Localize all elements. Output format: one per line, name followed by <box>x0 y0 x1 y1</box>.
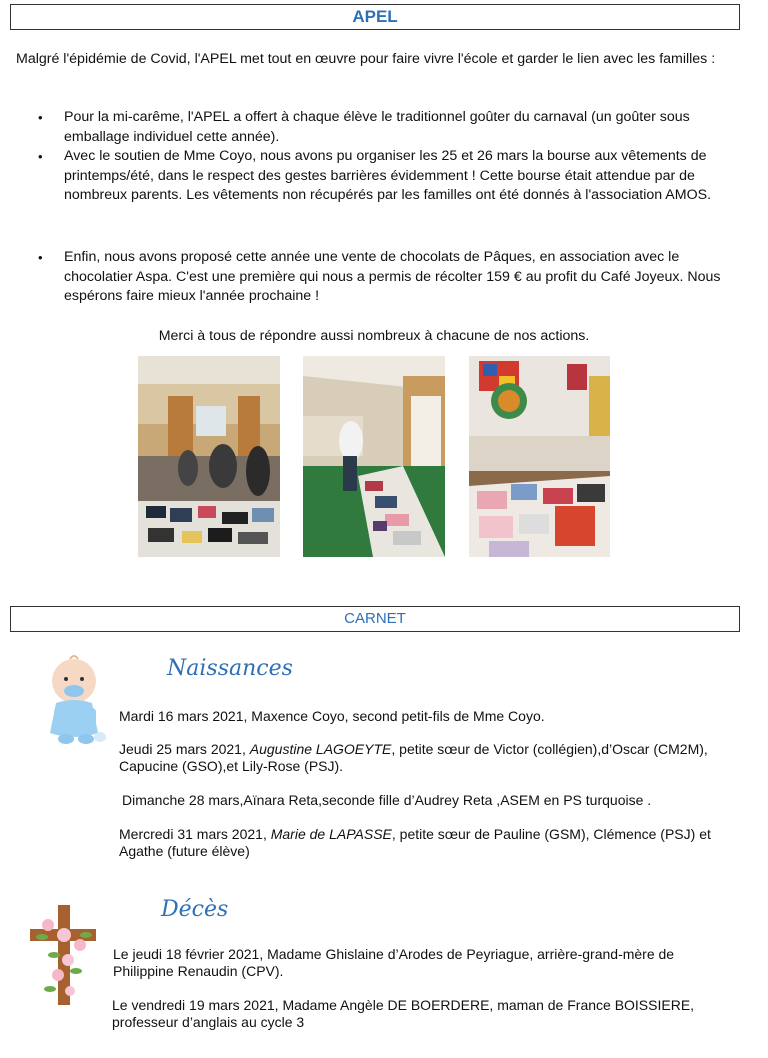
apel-bullet-list-2 <box>38 248 738 307</box>
apel-header <box>10 4 740 30</box>
photo-bourse-hall <box>138 356 280 557</box>
entry-text: Mardi 16 mars 2021, Maxence Coyo, second petit-fils de Mme Coyo. <box>119 708 545 724</box>
naissance-entry <box>119 826 739 860</box>
carnet-header <box>10 606 740 632</box>
photo-bourse-room <box>469 356 610 557</box>
entry-name: Marie de LAPASSE <box>270 826 392 842</box>
deces-title: Décès <box>161 897 229 922</box>
bullet-chocolats: • Enfin, nous avons proposé cette année une vente de chocolats de Pâques, en association avec le chocolatier Aspa. C'est une première qui nous a permis de récolter 159 € au profit du Café Joyeux. Nous espérons faire mieux l'année prochaine ! <box>38 248 738 307</box>
entry-name: Augustine LAGOEYTE <box>249 741 392 757</box>
carnet-title: CARNET <box>344 610 406 627</box>
entry-text: , petite sœur de Pauline (GSM), Clémence (PSJ) et Agathe (future élève) <box>119 826 711 859</box>
deces-entry: Le jeudi 18 février 2021, Madame Ghislaine d’Arodes de Peyriague, arrière-grand-mère de Philippine Renaudin (CPV). <box>113 946 675 979</box>
entry-text: , petite sœur de Victor (collégien),d’Oscar (CM2M), Capucine (GSO),et Lily-Rose (PSJ). <box>119 741 708 774</box>
cross-with-flowers-illustration <box>28 905 98 1005</box>
naissance-entry <box>119 708 739 725</box>
entry-text: Mercredi 31 mars 2021, <box>119 826 271 842</box>
baby-illustration <box>44 653 108 747</box>
apel-title: APEL <box>352 7 398 26</box>
naissances-title: Naissances <box>167 656 293 681</box>
naissance-entry <box>122 792 742 809</box>
naissance-entry <box>119 741 739 775</box>
apel-intro: Malgré l'épidémie de Covid, l'APEL met tout en œuvre pour faire vivre l'école et garder le lien avec les familles : <box>16 51 716 67</box>
photo-bourse-tables <box>303 356 445 557</box>
bullet-bourse: • Avec le soutien de Mme Coyo, nous avons pu organiser les 25 et 26 mars la bourse aux vêtements de printemps/été, dans le respect des gestes barrières évidemment ! Cette bourse était attendue par de nombreux parents. Les vêtements non récupérés par les familles ont été donnés à l'association AMOS. <box>38 147 738 206</box>
entry-text: Dimanche 28 mars,Aïnara Reta,seconde fille d’Audrey Reta ,ASEM en PS turquoise . <box>122 792 652 808</box>
apel-thanks: Merci à tous de répondre aussi nombreux à chacune de nos actions. <box>158 328 590 344</box>
deces-entry: Le vendredi 19 mars 2021, Madame Angèle DE BOERDERE, maman de France BOISSIERE, professeur d’anglais au cycle 3 <box>112 997 695 1030</box>
entry-text: Jeudi 25 mars 2021, <box>119 741 250 757</box>
bullet-mi-careme: • Pour la mi-carême, l'APEL a offert à chaque élève le traditionnel goûter du carnaval (un goûter sous emballage individuel cette année). <box>38 108 738 147</box>
apel-bullet-list-1 <box>38 108 738 206</box>
